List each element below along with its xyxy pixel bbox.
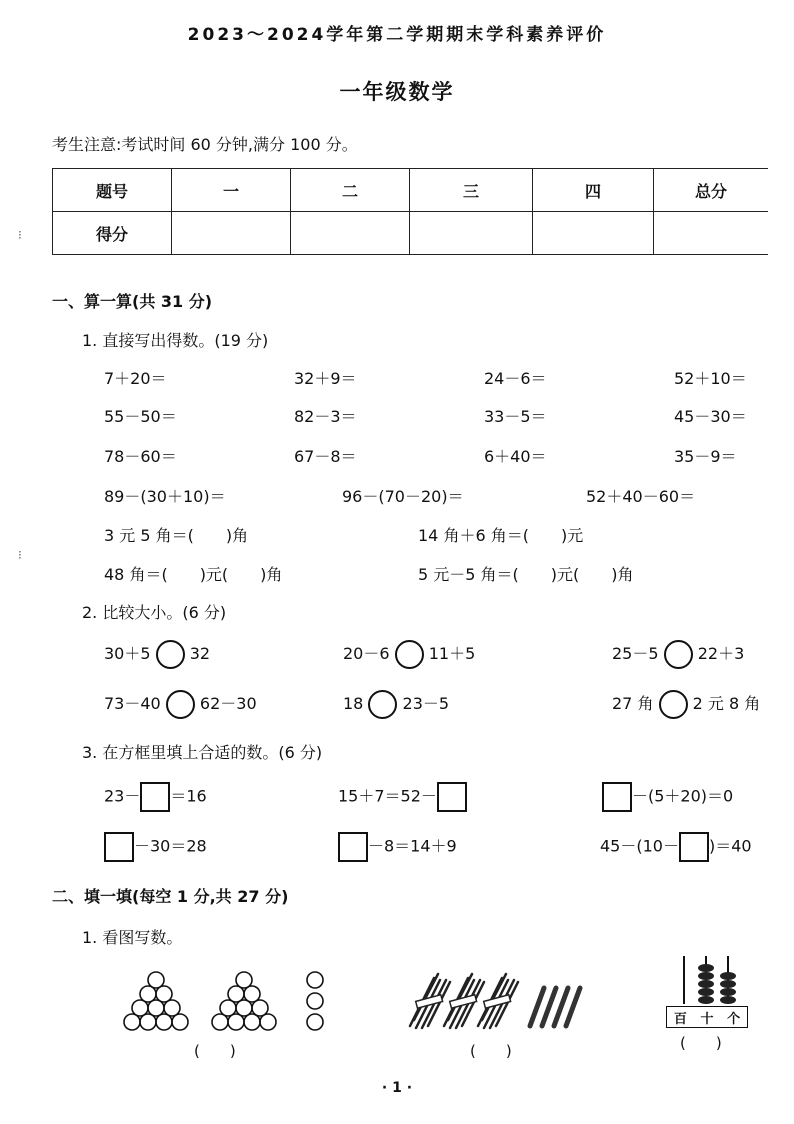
calc-item: 52＋10＝ — [674, 369, 747, 388]
fill-box-item — [602, 782, 733, 812]
compare-circle[interactable] — [659, 690, 688, 719]
score-cell[interactable] — [533, 212, 654, 255]
calc-item: 6＋40＝ — [484, 447, 547, 466]
fill-box-item — [338, 782, 467, 812]
compare-left: 30＋5 — [104, 644, 151, 663]
binding-mark: ⁝ — [18, 548, 22, 562]
abacus-label-ones: 个 — [727, 1011, 741, 1027]
fill-box-item — [104, 832, 207, 862]
money-item: 5 元－5 角＝( )元( )角 — [418, 565, 634, 584]
subject-title: 一年级数学 — [339, 80, 455, 104]
score-cell[interactable] — [172, 212, 291, 255]
compare-item — [343, 690, 449, 719]
score-cell[interactable] — [410, 212, 533, 255]
abacus-label-hundreds: 百 — [673, 1011, 687, 1027]
score-cell[interactable] — [291, 212, 410, 255]
compare-item — [104, 640, 210, 669]
calc-item: 7＋20＝ — [104, 369, 167, 388]
score-table-col-2: 二 — [291, 169, 410, 212]
fill-text: 45－(10－ — [600, 836, 679, 856]
fill-text: 15＋7＝52－ — [338, 786, 437, 806]
score-table-col-3: 三 — [410, 169, 533, 212]
compare-left: 18 — [343, 694, 364, 713]
sticks-picture — [404, 970, 594, 1032]
compare-left: 20－6 — [343, 644, 390, 663]
compare-circle[interactable] — [664, 640, 693, 669]
calc-item: 67－8＝ — [294, 447, 357, 466]
calc-item: 32＋9＝ — [294, 369, 357, 388]
calc-item: 24－6＝ — [484, 369, 547, 388]
section-2-question-1-title: 1. 看图写数。 — [82, 928, 183, 947]
exam-title: 2023～2024学年第二学期期末学科素养评价 — [187, 25, 607, 45]
calc-item: 82－3＝ — [294, 407, 357, 426]
calc-item: 55－50＝ — [104, 407, 177, 426]
score-table-header-row — [53, 169, 769, 212]
question-1-title: 1. 直接写出得数。(19 分) — [82, 331, 269, 350]
fill-text: －30＝28 — [134, 836, 207, 856]
compare-item — [612, 640, 744, 669]
answer-box[interactable] — [437, 782, 467, 812]
fill-text: ＝16 — [170, 786, 207, 806]
compare-item — [343, 640, 475, 669]
answer-paren[interactable]: ( ) — [680, 1034, 722, 1052]
binding-mark: ⁝ — [18, 228, 22, 242]
fill-box-item — [338, 832, 457, 862]
fill-box-item — [104, 782, 207, 812]
money-item: 48 角＝( )元( )角 — [104, 565, 283, 584]
section-1-title: 一、算一算(共 31 分) — [52, 292, 213, 311]
exam-notice: 考生注意:考试时间 60 分钟,满分 100 分。 — [52, 135, 358, 154]
calc-item: 35－9＝ — [674, 447, 737, 466]
score-cell[interactable] — [654, 212, 769, 255]
fill-box-item — [600, 832, 752, 862]
answer-box[interactable] — [679, 832, 709, 862]
score-table-label-score: 得分 — [53, 212, 172, 255]
compare-item — [104, 690, 257, 719]
compare-right: 23－5 — [402, 694, 450, 713]
compare-circle[interactable] — [156, 640, 185, 669]
compare-item — [612, 690, 760, 719]
score-table-label-question: 题号 — [53, 169, 172, 212]
section-2-title: 二、填一填(每空 1 分,共 27 分) — [52, 887, 289, 906]
compare-left: 25－5 — [612, 644, 659, 663]
compare-right: 62－30 — [199, 694, 257, 713]
compare-right: 22＋3 — [697, 644, 745, 663]
fill-text: )＝40 — [708, 836, 752, 856]
fill-text: －(5＋20)＝0 — [632, 786, 734, 806]
compare-circle[interactable] — [166, 690, 195, 719]
answer-box[interactable] — [602, 782, 632, 812]
abacus-picture — [662, 952, 752, 1008]
calc-item: 89－(30＋10)＝ — [104, 487, 226, 506]
calc-item: 45－30＝ — [674, 407, 747, 426]
abacus-label-tens: 十 — [700, 1011, 714, 1027]
page-number: · 1 · — [381, 1080, 413, 1096]
compare-right: 11＋5 — [428, 644, 476, 663]
compare-right: 2 元 8 角 — [692, 694, 761, 713]
answer-paren[interactable]: ( ) — [194, 1042, 236, 1060]
abacus-place-labels — [666, 1006, 748, 1028]
score-table-col-total: 总分 — [654, 169, 769, 212]
score-table-col-1: 一 — [172, 169, 291, 212]
circles-picture — [116, 968, 336, 1038]
fill-text: －8＝14＋9 — [368, 836, 457, 856]
compare-left: 73－40 — [104, 694, 161, 713]
calc-item: 33－5＝ — [484, 407, 547, 426]
fill-text: 23－ — [104, 786, 141, 806]
answer-box[interactable] — [338, 832, 368, 862]
question-2-title: 2. 比较大小。(6 分) — [82, 603, 227, 622]
compare-circle[interactable] — [368, 690, 397, 719]
money-item: 3 元 5 角＝( )角 — [104, 526, 249, 545]
calc-item: 78－60＝ — [104, 447, 177, 466]
answer-box[interactable] — [140, 782, 170, 812]
score-table-score-row — [53, 212, 769, 255]
answer-paren[interactable]: ( ) — [470, 1042, 512, 1060]
answer-box[interactable] — [104, 832, 134, 862]
compare-left: 27 角 — [612, 694, 654, 713]
compare-right: 32 — [189, 644, 211, 663]
calc-item: 96－(70－20)＝ — [342, 487, 464, 506]
score-table — [52, 168, 768, 255]
question-3-title: 3. 在方框里填上合适的数。(6 分) — [82, 743, 323, 762]
money-item: 14 角＋6 角＝( )元 — [418, 526, 584, 545]
compare-circle[interactable] — [395, 640, 424, 669]
score-table-col-4: 四 — [533, 169, 654, 212]
calc-item: 52＋40－60＝ — [586, 487, 696, 506]
